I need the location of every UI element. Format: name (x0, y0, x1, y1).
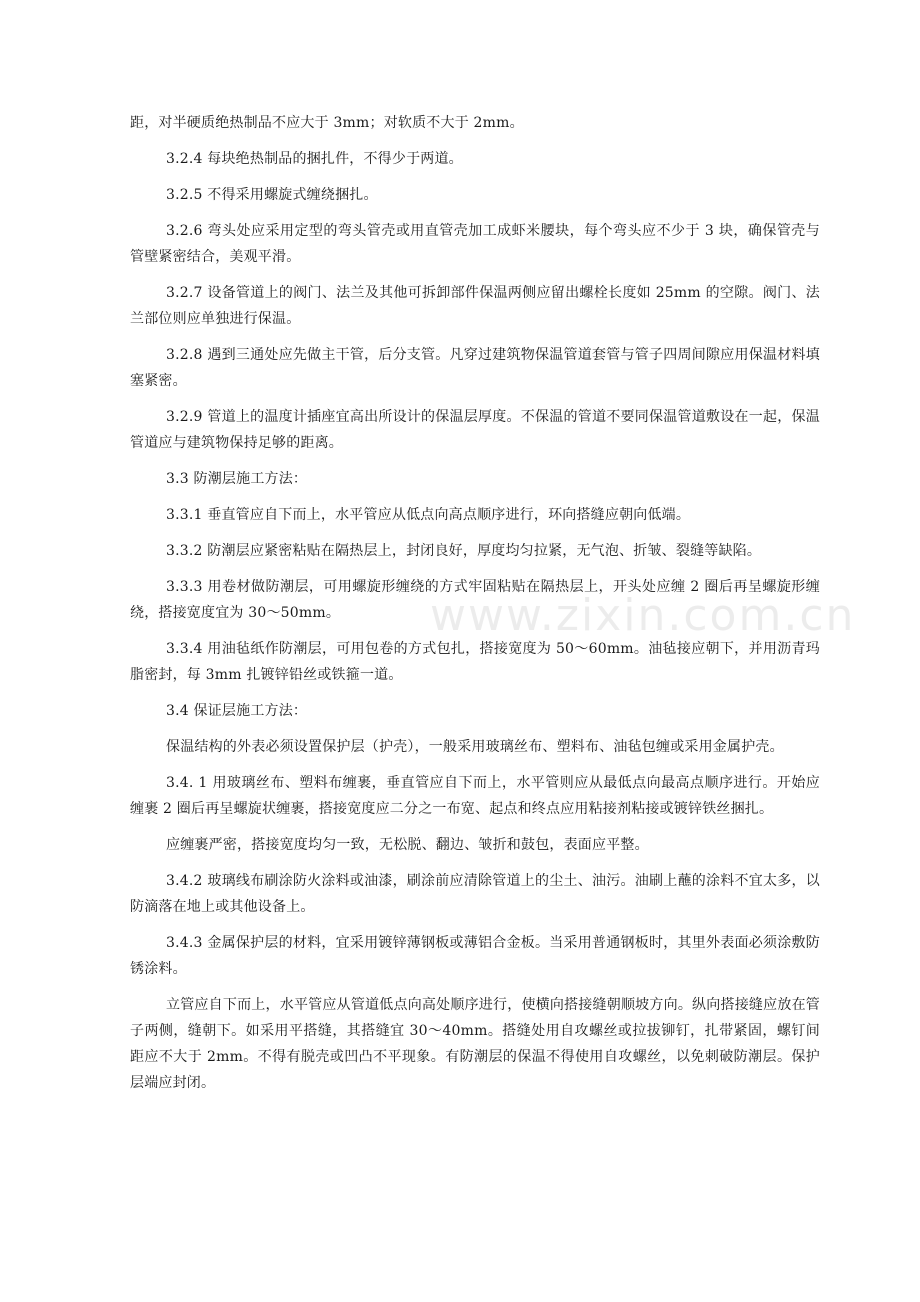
section-heading-3-4: 3.4 保证层施工方法： (166, 703, 308, 719)
paragraph-protective-layer-intro: 保温结构的外表必须设置保护层（护壳），一般采用玻璃丝布、塑料布、油毡包缠或采用金属护壳。 (166, 739, 784, 755)
paragraph-3-2-6: 3.2.6 弯头处应采用定型的弯头管壳或用直管壳加工成虾米腰块，每个弯头应不少于 3 块，确保管壳与管壁紧密结合，美观平滑。 (130, 223, 820, 265)
paragraph-3-3-3: 3.3.3 用卷材做防潮层，可用螺旋形缠绕的方式牢固粘贴在隔热层上，开头处应缠 2 圈后再呈螺旋形缠绕，搭接宽度宜为 30～50mm。 (130, 579, 820, 621)
paragraph-3-2-9: 3.2.9 管道上的温度计插座宜高出所设计的保温层厚度。不保温的管道不要同保温管道敷设在一起，保温管道应与建筑物保持足够的距离。 (130, 409, 820, 451)
paragraph-3-3-2: 3.3.2 防潮层应紧密粘贴在隔热层上，封闭良好，厚度均匀拉紧，无气泡、折皱、裂缝等缺陷。 (166, 543, 762, 559)
paragraph-3-4-3: 3.4.3 金属保护层的材料，宜采用镀锌薄钢板或薄铝合金板。当采用普通钢板时，其里外表面必须涂敷防锈涂料。 (130, 935, 820, 977)
paragraph-3-3-4: 3.3.4 用油毡纸作防潮层，可用包卷的方式包扎，搭接宽度为 50～60mm。油毡接应朝下，并用沥青玛脂密封，每 3mm 扎镀锌铅丝或铁箍一道。 (130, 641, 820, 683)
paragraph-vertical-pipe: 立管应自下而上，水平管应从管道低点向高处顺序进行，使横向搭接缝朝顺坡方向。纵向搭接缝应放在管子两侧，缝朝下。如采用平搭缝，其搭缝宜 30～40mm。搭缝处用自攻螺丝或拉拔铆钉，扎带紧固，螺钉间距应不大于 2mm。不得有脱壳或凹凸不平现象。有防潮层的保温不得使用自攻螺丝，以免刺破防潮层。保护层端应封闭。 (130, 997, 820, 1091)
watermark: www.zixin.com.cn (430, 590, 856, 641)
paragraph-3-4-2: 3.4.2 玻璃线布刷涂防火涂料或油漆，刷涂前应清除管道上的尘土、油污。油刷上蘸的涂料不宜太多，以防滴落在地上或其他设备上。 (130, 873, 820, 915)
paragraph-3-2-4: 3.2.4 每块绝热制品的捆扎件，不得少于两道。 (166, 151, 463, 167)
paragraph-3-3-1: 3.3.1 垂直管应自下而上，水平管应从低点向高点顺序进行，环向搭缝应朝向低端。 (166, 507, 691, 523)
section-heading-3-3: 3.3 防潮层施工方法： (166, 471, 308, 487)
paragraph-3-2-8: 3.2.8 遇到三通处应先做主干管，后分支管。凡穿过建筑物保温管道套管与管子四周间隙应用保温材料填塞紧密。 (130, 347, 820, 389)
paragraph-wrap-requirements: 应缠裹严密，搭接宽度均匀一致，无松脱、翻边、皱折和鼓包，表面应平整。 (166, 837, 649, 853)
document-body (130, 110, 820, 1106)
paragraph-3-2-7: 3.2.7 设备管道上的阀门、法兰及其他可拆卸部件保温两侧应留出螺栓长度如 25mm 的空隙。阀门、法兰部位则应单独进行保温。 (130, 285, 820, 327)
paragraph-3-4-1: 3.4. 1 用玻璃丝布、塑料布缠裹，垂直管应自下而上，水平管则应从最低点向最高点顺序进行。开始应缠裹 2 圈后再呈螺旋状缠裹，搭接宽度应二分之一布宽、起点和终点应用粘接剂粘接或镀锌铁丝捆扎。 (130, 775, 820, 817)
paragraph-continuation: 距，对半硬质绝热制品不应大于 3mm；对软质不大于 2mm。 (130, 115, 524, 131)
paragraph-3-2-5: 3.2.5 不得采用螺旋式缠绕捆扎。 (166, 187, 378, 203)
